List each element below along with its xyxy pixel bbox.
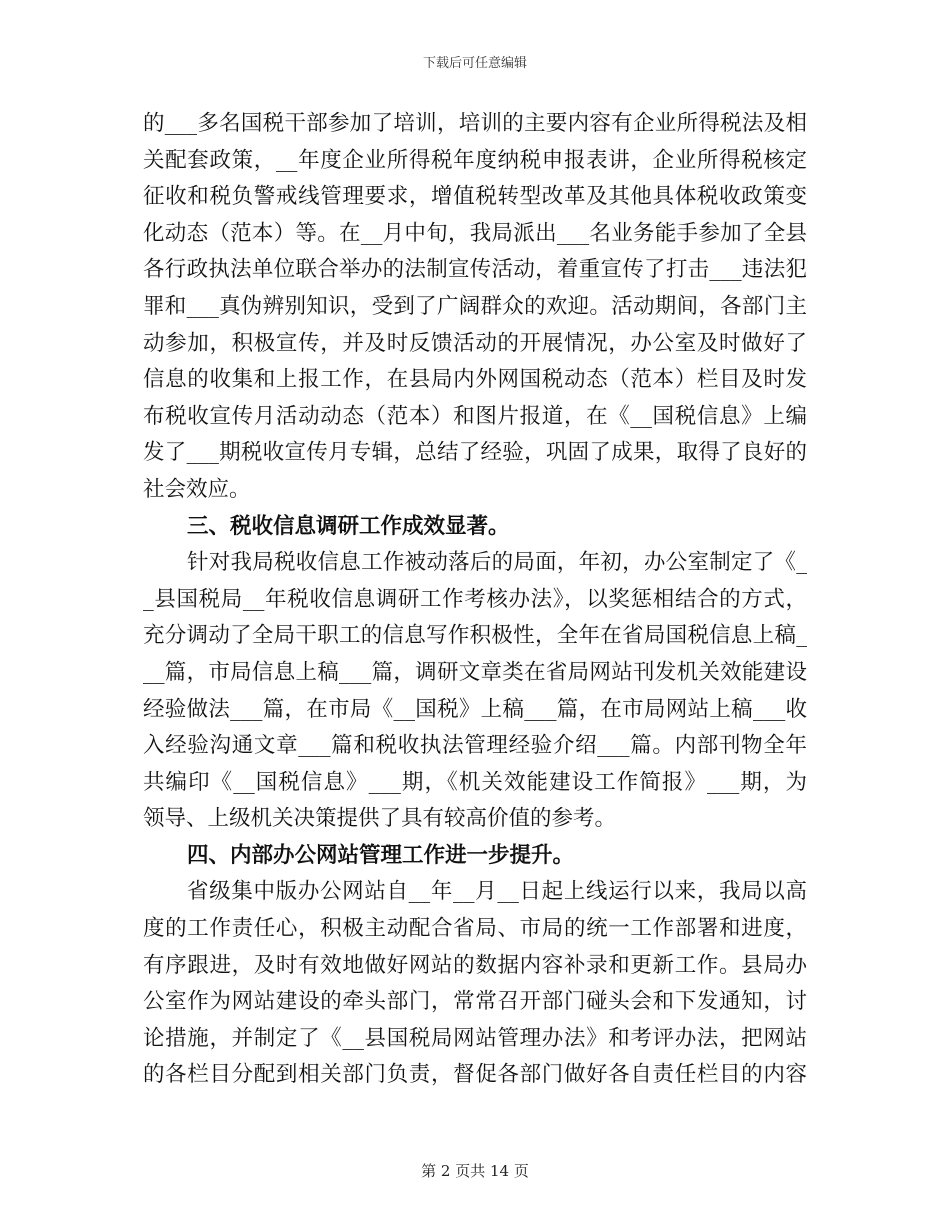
text-line: 关配套政策，__年度企业所得税年度纳税申报表讲，企业所得税核定 <box>143 147 807 173</box>
text-line: 省级集中版办公网站自__年__月__日起上线运行以来，我局以高 <box>187 879 807 905</box>
text-line: 公室作为网站建设的牵头部门，常常召开部门碰头会和下发通知，讨 <box>143 989 807 1015</box>
text-line: 的各栏目分配到相关部门负责，督促各部门做好各自责任栏目的内容 <box>143 1062 807 1088</box>
section-heading: 四、内部办公网站管理工作进一步提升。 <box>187 842 575 868</box>
text-line: 度的工作责任心，积极主动配合省局、市局的统一工作部署和进度， <box>143 916 807 942</box>
text-line: __篇，市局信息上稿___篇，调研文章类在省局网站刊发机关效能建设 <box>143 659 807 685</box>
text-line: 共编印《__国税信息》___期，《机关效能建设工作简报》___期，为 <box>143 769 807 795</box>
text-line: 发了___期税收宣传月专辑，总结了经验，巩固了成果，取得了良好的 <box>143 440 807 466</box>
text-line: 各行政执法单位联合举办的法制宣传活动，着重宣传了打击___违法犯 <box>143 257 807 283</box>
document-body <box>143 106 807 1094</box>
text-line: 布税收宣传月活动动态（范本）和图片报道，在《__国税信息》上编 <box>143 403 807 429</box>
text-line: 充分调动了全局干职工的信息写作积极性，全年在省局国税信息上稿_ <box>143 623 807 649</box>
text-line: 有序跟进，及时有效地做好网站的数据内容补录和更新工作。县局办 <box>143 952 807 978</box>
text-line: 的___多名国税干部参加了培训，培训的主要内容有企业所得税法及相 <box>143 111 807 136</box>
text-line: 针对我局税收信息工作被动落后的局面，年初，办公室制定了《_ <box>187 550 807 576</box>
text-line: 领导、上级机关决策提供了具有较高价值的参考。 <box>143 806 617 832</box>
text-line: 罪和___真伪辨别知识，受到了广阔群众的欢迎。活动期间，各部门主 <box>143 293 807 319</box>
text-line: 动参加，积极宣传，并及时反馈活动的开展情况，办公室及时做好了 <box>143 330 807 356</box>
text-line: 化动态（范本）等。在__月中旬，我局派出___名业务能手参加了全县 <box>143 220 807 246</box>
section-heading: 三、税收信息调研工作成效显著。 <box>187 513 510 539</box>
page-header: 下载后可任意编辑 <box>422 56 527 71</box>
text-line: 征收和税负警戒线管理要求，增值税转型改革及其他具体税收政策变 <box>143 184 807 210</box>
text-line: 入经验沟通文章___篇和税收执法管理经验介绍___篇。内部刊物全年 <box>143 733 807 759</box>
text-line: 论措施，并制定了《__县国税局网站管理办法》和考评办法，把网站 <box>143 1025 807 1051</box>
page-number: 第 2 页共 14 页 <box>421 1162 529 1180</box>
text-line: _县国税局__年税收信息调研工作考核办法》，以奖惩相结合的方式， <box>143 586 807 612</box>
text-line: 社会效应。 <box>143 476 251 502</box>
text-line: 信息的收集和上报工作，在县局内外网国税动态（范本）栏目及时发 <box>143 367 807 393</box>
text-line: 经验做法___篇，在市局《__国税》上稿___篇，在市局网站上稿___收 <box>143 696 807 722</box>
